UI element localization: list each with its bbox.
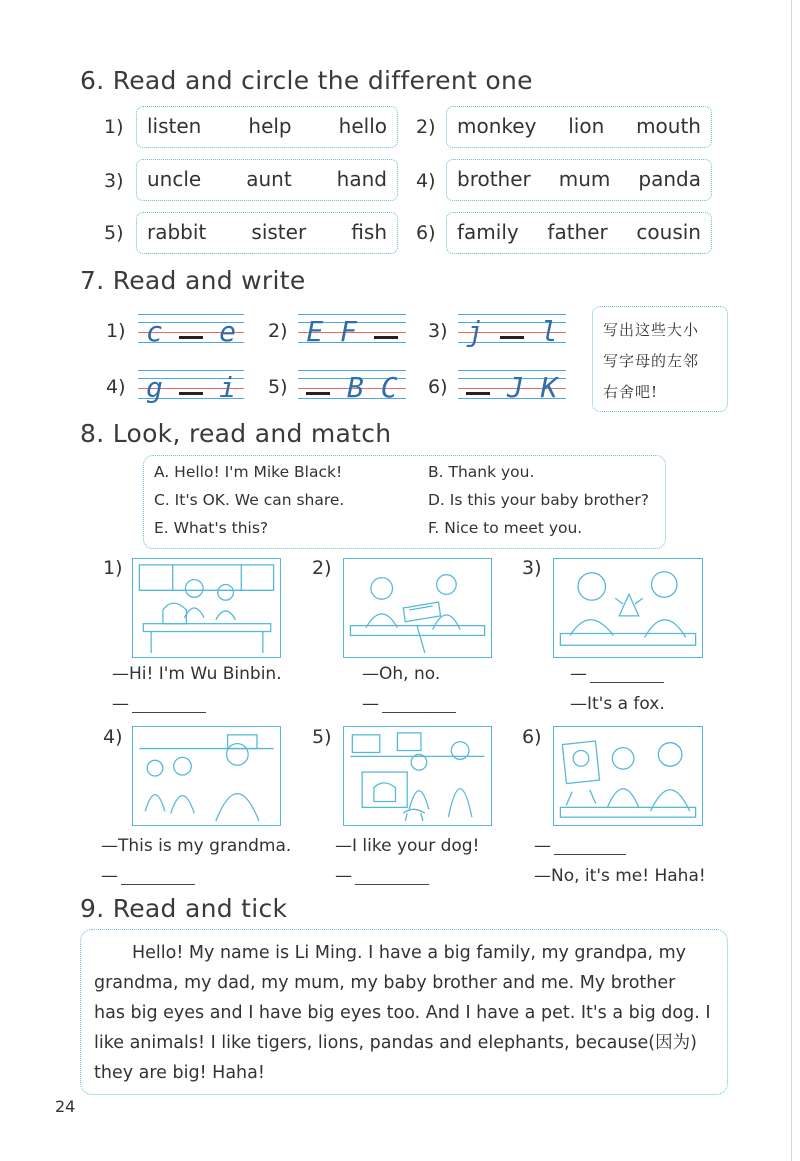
item-number: 6) bbox=[416, 222, 436, 244]
tip-line: 右舍吧! bbox=[603, 383, 659, 401]
word[interactable]: uncle bbox=[147, 167, 202, 191]
given-letter: J K bbox=[507, 371, 558, 404]
option-d: D. Is this your baby brother? bbox=[428, 491, 650, 509]
page-number: 24 bbox=[55, 1097, 76, 1116]
given-letter: g bbox=[146, 371, 163, 404]
option-c: C. It's OK. We can share. bbox=[154, 491, 345, 509]
word[interactable]: aunt bbox=[246, 167, 292, 191]
item-number: 1) bbox=[106, 320, 126, 342]
dialogue-line: —No, it's me! Haha! bbox=[534, 866, 706, 886]
answer-blank[interactable] bbox=[466, 392, 490, 395]
given-letter: B C bbox=[347, 371, 398, 404]
picture-number: 2) bbox=[312, 557, 332, 579]
word[interactable]: father bbox=[547, 220, 608, 244]
dialogue-line: — bbox=[362, 694, 379, 714]
word[interactable]: family bbox=[457, 220, 519, 244]
word[interactable]: mum bbox=[558, 167, 611, 191]
writing-lines-3[interactable] bbox=[458, 314, 566, 346]
dialogue-line: — bbox=[101, 866, 118, 886]
item-number: 6) bbox=[428, 376, 448, 398]
answer-line[interactable] bbox=[590, 682, 664, 683]
dialogue-line: — bbox=[534, 836, 551, 856]
picture-number: 4) bbox=[103, 726, 123, 748]
picture-number: 3) bbox=[522, 557, 542, 579]
answer-blank[interactable] bbox=[306, 392, 330, 395]
word[interactable]: help bbox=[248, 114, 292, 138]
picture-dog bbox=[343, 726, 492, 826]
word-box-5 bbox=[136, 212, 398, 254]
dialogue-line: — bbox=[112, 694, 129, 714]
picture-paper-fox bbox=[553, 558, 703, 658]
picture-grandma bbox=[132, 726, 281, 826]
given-letter: i bbox=[219, 371, 236, 404]
word[interactable]: sister bbox=[251, 220, 307, 244]
answer-blank[interactable] bbox=[179, 392, 203, 395]
dialogue-line: —This is my grandma. bbox=[101, 836, 292, 856]
answer-line[interactable] bbox=[132, 712, 206, 713]
word-box-4 bbox=[446, 159, 712, 201]
option-f: F. Nice to meet you. bbox=[428, 519, 583, 537]
section-8-title: 8. Look, read and match bbox=[80, 419, 392, 448]
passage-line: they are big! Haha! bbox=[94, 1063, 265, 1083]
dialogue-line: —I like your dog! bbox=[335, 836, 480, 856]
dialogue-line: — bbox=[335, 866, 352, 886]
word-box-3 bbox=[136, 159, 398, 201]
section-7-title: 7. Read and write bbox=[80, 266, 306, 295]
given-letter: j bbox=[466, 315, 484, 348]
option-e: E. What's this? bbox=[154, 519, 269, 537]
item-number: 2) bbox=[416, 116, 436, 138]
tip-line: 写出这些大小 bbox=[603, 321, 700, 339]
tip-box bbox=[592, 306, 728, 412]
page-edge bbox=[791, 0, 792, 1161]
answer-line[interactable] bbox=[382, 712, 456, 713]
writing-lines-2[interactable] bbox=[298, 314, 406, 346]
word[interactable]: listen bbox=[147, 114, 202, 138]
options-box bbox=[143, 455, 666, 549]
word[interactable]: brother bbox=[457, 167, 531, 191]
given-letter: l bbox=[540, 315, 558, 348]
passage-line: like animals! I like tigers, lions, pandas and elephants, because(因为) bbox=[94, 1033, 697, 1053]
word[interactable]: fish bbox=[351, 220, 387, 244]
word[interactable]: monkey bbox=[457, 114, 537, 138]
dialogue-line: —Oh, no. bbox=[362, 664, 441, 684]
answer-line[interactable] bbox=[554, 854, 626, 855]
dialogue-line: —It's a fox. bbox=[570, 694, 665, 714]
picture-number: 1) bbox=[103, 557, 123, 579]
tip-line: 写字母的左邻 bbox=[603, 352, 700, 370]
item-number: 2) bbox=[268, 320, 288, 342]
option-a: A. Hello! I'm Mike Black! bbox=[154, 463, 343, 481]
picture-desk-scene bbox=[343, 558, 492, 658]
section-6-title: 6. Read and circle the different one bbox=[80, 66, 533, 95]
item-number: 3) bbox=[104, 170, 124, 192]
word[interactable]: rabbit bbox=[147, 220, 207, 244]
passage-line: Hello! My name is Li Ming. I have a big family, my grandpa, my bbox=[132, 943, 686, 963]
item-number: 4) bbox=[106, 376, 126, 398]
picture-classroom-greeting bbox=[132, 558, 281, 658]
item-number: 3) bbox=[428, 320, 448, 342]
answer-line[interactable] bbox=[355, 884, 429, 885]
answer-blank[interactable] bbox=[374, 336, 398, 339]
word[interactable]: mouth bbox=[636, 114, 701, 138]
answer-line[interactable] bbox=[121, 884, 195, 885]
passage-line: grandma, my dad, my mum, my baby brother and me. My brother bbox=[94, 973, 676, 993]
option-b: B. Thank you. bbox=[428, 463, 535, 481]
item-number: 4) bbox=[416, 170, 436, 192]
word[interactable]: cousin bbox=[636, 220, 701, 244]
given-letter: c bbox=[146, 315, 163, 348]
reading-passage bbox=[80, 929, 728, 1095]
word-box-1 bbox=[136, 106, 398, 148]
writing-lines-6[interactable] bbox=[458, 370, 566, 402]
word[interactable]: hand bbox=[336, 167, 387, 191]
answer-blank[interactable] bbox=[500, 336, 524, 339]
section-9-title: 9. Read and tick bbox=[80, 894, 288, 923]
word-box-2 bbox=[446, 106, 712, 148]
item-number: 5) bbox=[104, 222, 124, 244]
writing-lines-4[interactable] bbox=[138, 370, 244, 402]
writing-lines-5[interactable] bbox=[298, 370, 406, 402]
given-letter: E F bbox=[306, 315, 357, 348]
word[interactable]: lion bbox=[568, 114, 605, 138]
word-box-6 bbox=[446, 212, 712, 254]
picture-photo-frame bbox=[553, 726, 703, 826]
writing-lines-1[interactable] bbox=[138, 314, 244, 346]
passage-line: has big eyes and I have big eyes too. And I have a pet. It's a big dog. I bbox=[94, 1003, 711, 1023]
given-letter: e bbox=[219, 315, 236, 348]
item-number: 5) bbox=[268, 376, 288, 398]
dialogue-line: —Hi! I'm Wu Binbin. bbox=[112, 664, 282, 684]
picture-number: 5) bbox=[312, 726, 332, 748]
word[interactable]: hello bbox=[338, 114, 387, 138]
picture-number: 6) bbox=[522, 726, 542, 748]
item-number: 1) bbox=[104, 116, 124, 138]
word[interactable]: panda bbox=[638, 167, 701, 191]
dialogue-line: — bbox=[570, 664, 587, 684]
answer-blank[interactable] bbox=[179, 336, 203, 339]
